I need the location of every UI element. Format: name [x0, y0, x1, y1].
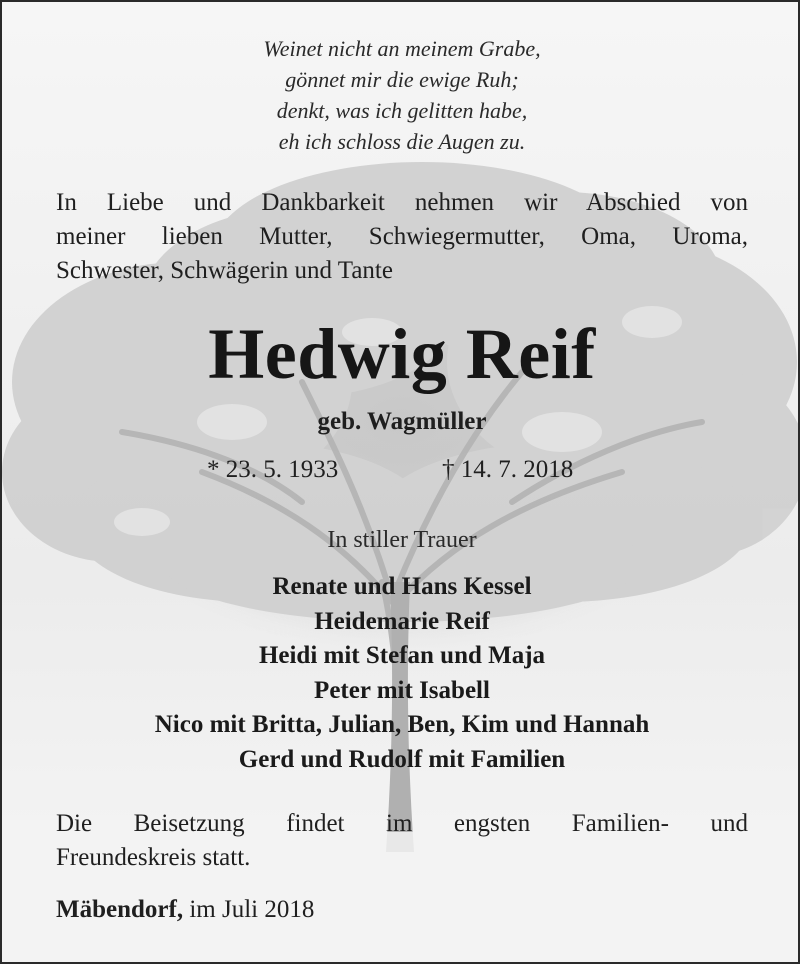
family-list: [2, 570, 800, 778]
poem: [2, 33, 800, 157]
intro-line: meiner lieben Mutter, Schwiegermutter, Oma, Uroma,: [56, 223, 748, 250]
intro-paragraph: [56, 186, 748, 288]
poem-line: gönnet mir die ewige Ruh;: [285, 67, 519, 92]
deceased-name: Hedwig Reif: [208, 314, 596, 394]
poem-line: eh ich schloss die Augen zu.: [278, 129, 526, 154]
family-member: Peter mit Isabell: [314, 676, 490, 704]
poem-line: Weinet nicht an meinem Grabe,: [263, 36, 541, 61]
maiden-name: geb. Wagmüller: [317, 408, 487, 435]
family-member: Nico mit Britta, Julian, Ben, Kim und Hannah: [154, 711, 650, 739]
intro-line: In Liebe und Dankbarkeit nehmen wir Abschied von: [56, 189, 748, 216]
place-date-footer: [56, 893, 748, 927]
intro-line: Schwester, Schwägerin und Tante: [56, 257, 393, 284]
family-member: Heidi mit Stefan und Maja: [258, 642, 546, 670]
birth-date: * 23. 5. 1933: [207, 456, 339, 483]
mourning-label: In stiller Trauer: [327, 527, 477, 553]
place: Mäbendorf,: [56, 896, 184, 923]
date: im Juli 2018: [183, 896, 315, 923]
burial-line: Die Beisetzung findet im engsten Familien- und: [56, 810, 748, 837]
death-date: † 14. 7. 2018: [442, 456, 574, 483]
family-member: Heidemarie Reif: [314, 607, 490, 635]
family-member: Renate und Hans Kessel: [272, 573, 532, 600]
burial-note: [56, 807, 748, 875]
family-member: Gerd und Rudolf mit Familien: [238, 745, 566, 773]
burial-line: Freundeskreis statt.: [56, 844, 251, 871]
poem-line: denkt, was ich gelitten habe,: [276, 98, 528, 123]
